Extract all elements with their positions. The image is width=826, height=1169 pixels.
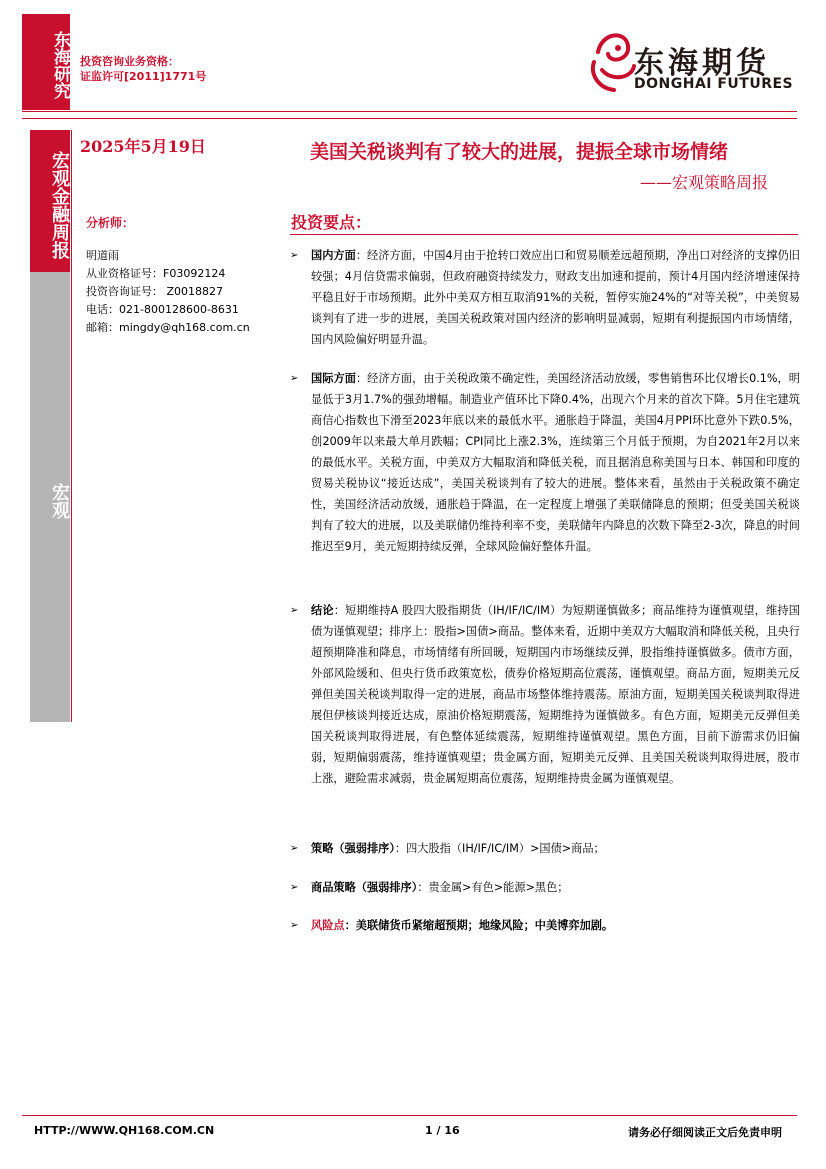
key-points-divider xyxy=(290,234,798,235)
sidebar-divider xyxy=(71,130,72,722)
report-date: 2025年5月19日 xyxy=(80,137,206,156)
analyst-name: 明道雨 xyxy=(86,249,119,262)
arrow-bullet-icon: ➢ xyxy=(290,605,299,616)
point-text: ：短期维持A 股四大股指期货（IH/IF/IC/IM）为短期谨慎做多；商品维持为谨慎观望，维持国债为谨慎观望；排序上：股指>国债>商品。整体来看，近期中美双方大幅取消和降低关税，且央行超预期降准和降息，市场情绪有所回暖，短期国内市场继续反弹，股指维持谨慎做多。债市方面，外部风险缓和、但央行货币政策宽松，债券价格短期高位震荡，谨慎观望。商品方面，短期美元反弹但美国关税谈判取得一定的进展，商品市场整体维持震荡。原油方面，短期美国关税谈判取得进展但伊核谈判接近达成，原油价格短期震荡，短期维持为谨慎做多。有色方面，短期美元反弹但美国关税谈判取得进展，有色整体延续震荡，短期维持谨慎观望。黑色方面，目前下游需求仍旧偏弱，短期偏弱震荡，维持谨慎观望；贵金属方面，短期美元反弹、且美国关税谈判取得进展，股市上涨，避险需求减弱，贵金属短期高位震荡，短期维持贵金属为谨慎观望。 xyxy=(311,604,800,785)
point-label: 国内方面 xyxy=(311,249,356,262)
point-strategy xyxy=(290,838,800,859)
analyst-phone: 电话：021-80012860​0-8631 xyxy=(86,303,239,316)
license-info xyxy=(80,54,206,84)
footer-divider xyxy=(22,1115,797,1116)
brand-vertical-label: 东海研究 xyxy=(22,14,70,110)
footer-url-link[interactable]: HTTP://WWW.QH168.COM.CN xyxy=(34,1124,215,1137)
logo-chinese-name: 东海期货 xyxy=(634,46,770,81)
key-points-heading: 投资要点： xyxy=(291,213,372,232)
analyst-consult-id: 投资咨询证号： Z0018827 xyxy=(86,285,224,298)
report-subtitle: ——宏观策略周报 xyxy=(640,173,769,192)
license-line: 投资咨询业务资格： xyxy=(80,55,179,68)
point-text: ：四大股指（IH/IF/IC/IM）>国债>商品； xyxy=(394,842,605,855)
point-international xyxy=(290,368,800,557)
analyst-email: 邮箱：mingdy@qh168.com.cn xyxy=(86,321,250,334)
header-divider xyxy=(22,111,797,112)
point-risk xyxy=(290,915,800,936)
arrow-bullet-icon: ➢ xyxy=(290,882,299,893)
arrow-bullet-icon: ➢ xyxy=(290,920,299,931)
point-commodity-strategy xyxy=(290,877,800,898)
point-label: 商品策略（强弱排序） xyxy=(311,881,418,894)
point-text: ：经济方面，由于关税政策不确定性，美国经济活动放缓，零售销售环比仅增长0.1%，明显低于3月1.7%的强劲增幅。制造业产值环比下降0.4%，出现六个月来的首次下降。5月住宅建筑商信心指数也下滑至2023年底以来的最低水平。通胀趋于降温，美国4月PPI环比意外下跌0.5%，创2009年以来最大单月跌幅；CPI同比上涨2.3%，连续第三个月低于预期，为自2021年2月以来的最低水平。关税方面，中美双方大幅取消和降低关税，而且据消息称美国与日本、韩国和印度的贸易关税协议“接近达成”，美国关税谈判有了较大的进展。整体来看，虽然由于关税政策不确定性，美国经济活动放缓，通胀趋于降温，在一定程度上增强了美联储降息的预期；但受美国关税谈判有了较大的进展，以及美联储仍维持利率不变，美联储年内降息的次数下降至2-3次，降息的时间推迟至9月，美元短期持续反弹，全球风险偏好整体升温。 xyxy=(311,372,800,553)
page-number: 1 / 16 xyxy=(425,1124,460,1137)
point-text: ：贵金属>有色>能源>黑色； xyxy=(417,881,569,894)
point-conclusion xyxy=(290,600,800,789)
analyst-heading: 分析师： xyxy=(86,216,135,230)
point-label: 结论 xyxy=(311,604,334,617)
arrow-bullet-icon: ➢ xyxy=(290,250,299,261)
report-title: 美国关税谈判有了较大的进展，提振全球市场情绪 xyxy=(310,141,729,163)
point-label: 策略（强弱排序） xyxy=(311,842,395,855)
point-text: ：经济方面，中国4月由于抢转口效应出口和贸易顺差远超预期，净出口对经济的支撑仍旧较强；4月信贷需求偏弱，但政府融资持续发力，财政支出加速和提前，预计4月国内经济增速保持平稳且好于市场预期。此外中美双方相互取消91%的关税，暂停实施24%的“对等关税”，中美贸易谈判有了进一步的进展，美国关税政策对国内经济的影响明显减弱，短期有利提振国内市场情绪，国内风险偏好明显升温。 xyxy=(311,249,800,346)
arrow-bullet-icon: ➢ xyxy=(290,843,299,854)
point-label: 国际方面 xyxy=(311,372,356,385)
point-domestic xyxy=(290,245,800,350)
analyst-info xyxy=(86,247,250,337)
logo-english-name: DONGHAI FUTURES xyxy=(634,76,794,92)
report-category-label: 宏观金融周报 xyxy=(30,130,70,272)
report-subcategory-label: 宏观 xyxy=(30,272,70,722)
point-text: ：美联储货币紧缩超预期；地缘风险；中美博弈加剧。 xyxy=(344,919,614,932)
analyst-qualification: 从业资格证号：F03092124 xyxy=(86,267,226,280)
arrow-bullet-icon: ➢ xyxy=(290,373,299,384)
license-line: 证监许可[2011]1771号 xyxy=(80,70,207,83)
footer-disclaimer: 请务必仔细阅读正文后免责申明 xyxy=(628,1126,782,1139)
header-divider xyxy=(22,118,797,119)
point-label: 风险点 xyxy=(311,919,345,932)
